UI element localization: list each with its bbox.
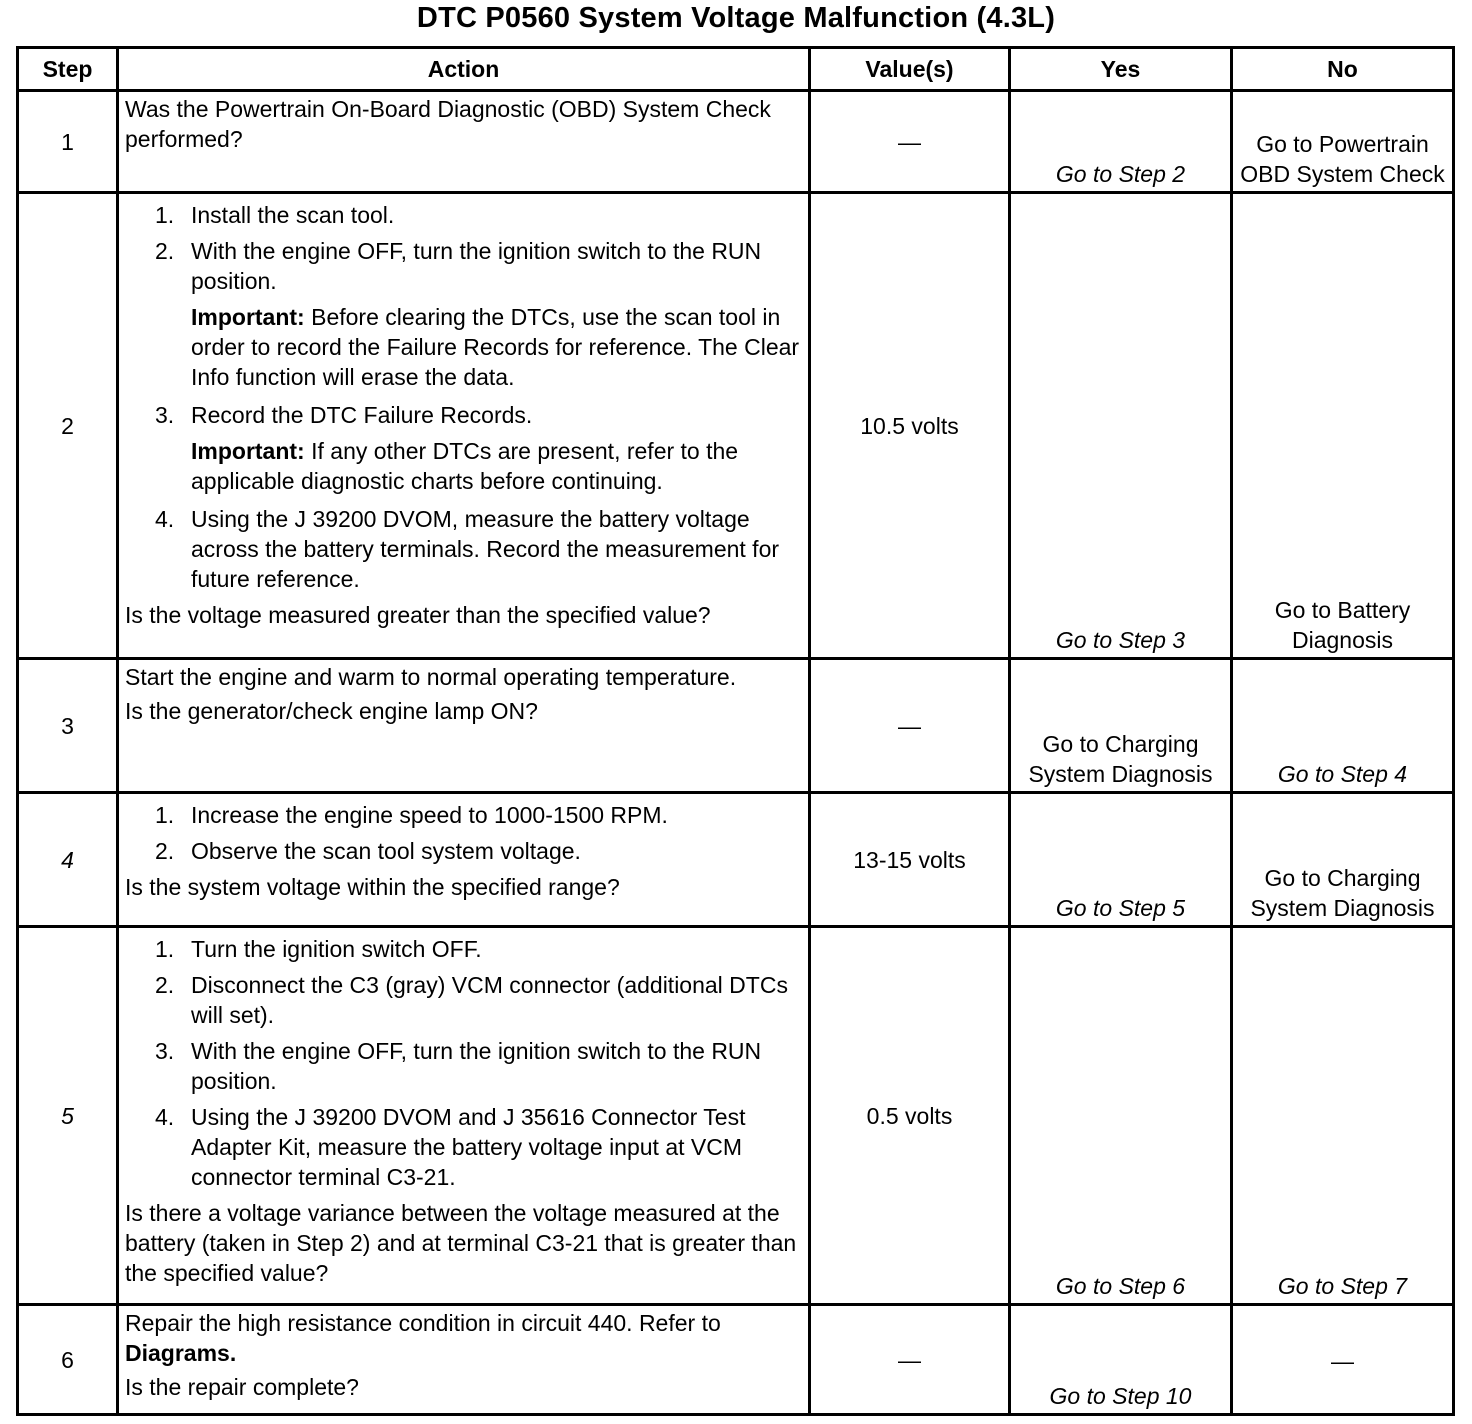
header-yes: Yes xyxy=(1010,48,1232,91)
step-number: 1 xyxy=(18,91,118,193)
list-item: 1. Turn the ignition switch OFF. xyxy=(155,936,482,962)
step-number: 5 xyxy=(18,927,118,1305)
no-cell xyxy=(1232,659,1454,793)
goto-link[interactable]: Go to Step 10 xyxy=(1049,1383,1192,1409)
goto-link[interactable]: Go to Step 4 xyxy=(1277,761,1408,787)
action-cell xyxy=(118,193,810,659)
no-cell xyxy=(1232,793,1454,927)
header-no: No xyxy=(1232,48,1454,91)
goto-link[interactable]: Go to Step 3 xyxy=(1055,627,1186,653)
action-cell xyxy=(118,793,810,927)
yes-cell xyxy=(1010,91,1232,193)
page-title: DTC P0560 System Voltage Malfunction (4.3L) xyxy=(416,2,1056,34)
step-number: 2 xyxy=(18,193,118,659)
important-note: Important: Before clearing the DTCs, use the scan tool in order to record the Failure Records for reference. The Clear Info function will erase the data. xyxy=(191,304,800,390)
header-row xyxy=(18,48,1454,91)
list-item: 2. With the engine OFF, turn the ignition switch to the RUN position. xyxy=(155,238,762,294)
instruction-list xyxy=(125,934,804,1192)
diagnostic-table xyxy=(16,46,1455,1416)
value-cell: 13-15 volts xyxy=(810,793,1010,927)
yes-cell xyxy=(1010,193,1232,659)
no-cell xyxy=(1232,91,1454,193)
value-cell: 10.5 volts xyxy=(810,193,1010,659)
list-item: 2. Observe the scan tool system voltage. xyxy=(155,838,581,864)
action-question: Is the voltage measured greater than the specified value? xyxy=(125,602,711,628)
header-step: Step xyxy=(18,48,118,91)
action-cell xyxy=(118,1305,810,1415)
goto-link[interactable]: Go to Powertrain OBD System Check xyxy=(1240,131,1445,187)
instruction-list xyxy=(125,200,804,296)
step-number: 3 xyxy=(18,659,118,793)
list-item: 1. Increase the engine speed to 1000-1500 RPM. xyxy=(155,802,668,828)
no-cell: — xyxy=(1232,1305,1454,1415)
header-values: Value(s) xyxy=(810,48,1010,91)
no-cell xyxy=(1232,193,1454,659)
list-item: 2. Disconnect the C3 (gray) VCM connector (additional DTCs will set). xyxy=(155,972,788,1028)
list-item: 4. Using the J 39200 DVOM and J 35616 Connector Test Adapter Kit, measure the battery voltage input at VCM connector terminal C3-21. xyxy=(155,1104,746,1190)
action-question: Was the Powertrain On-Board Diagnostic (OBD) System Check performed? xyxy=(125,96,771,152)
value-cell: — xyxy=(810,1305,1010,1415)
yes-cell xyxy=(1010,659,1232,793)
action-question: Is there a voltage variance between the voltage measured at the battery (taken in Step 2) and at terminal C3-21 that is greater than the specified value? xyxy=(125,1200,797,1286)
step-number: 4 xyxy=(18,793,118,927)
list-item: 3. With the engine OFF, turn the ignition switch to the RUN position. xyxy=(155,1038,762,1094)
action-question: Is the system voltage within the specified range? xyxy=(125,874,620,900)
action-cell xyxy=(118,927,810,1305)
action-cell xyxy=(118,91,810,193)
instruction-list xyxy=(125,504,804,594)
goto-link[interactable]: Go to Step 2 xyxy=(1055,161,1186,187)
table-row xyxy=(18,659,1454,793)
action-text: Start the engine and warm to normal operating temperature. xyxy=(125,664,737,690)
yes-cell xyxy=(1010,793,1232,927)
action-question: Is the repair complete? xyxy=(125,1374,359,1400)
value-cell: — xyxy=(810,91,1010,193)
action-text: Repair the high resistance condition in circuit 440. Refer to Diagrams. xyxy=(125,1310,721,1366)
goto-link[interactable]: Go to Step 6 xyxy=(1055,1273,1186,1299)
goto-link[interactable]: Go to Step 7 xyxy=(1277,1273,1408,1299)
goto-link[interactable]: Go to Charging System Diagnosis xyxy=(1250,865,1435,921)
table-row xyxy=(18,927,1454,1305)
yes-cell xyxy=(1010,1305,1232,1415)
table-row xyxy=(18,91,1454,193)
list-item: 1. Install the scan tool. xyxy=(155,202,395,228)
important-note: Important: If any other DTCs are present, refer to the applicable diagnostic charts before continuing. xyxy=(191,438,739,494)
diagrams-reference[interactable]: Diagrams. xyxy=(125,1340,237,1366)
step-number: 6 xyxy=(18,1305,118,1415)
yes-cell xyxy=(1010,927,1232,1305)
header-action: Action xyxy=(118,48,810,91)
list-item: 4. Using the J 39200 DVOM, measure the battery voltage across the battery terminals. Record the measurement for future reference. xyxy=(155,506,780,592)
instruction-list xyxy=(125,800,804,866)
action-question: Is the generator/check engine lamp ON? xyxy=(125,698,538,724)
goto-link[interactable]: Go to Step 5 xyxy=(1055,895,1186,921)
table-row xyxy=(18,193,1454,659)
value-cell: 0.5 volts xyxy=(810,927,1010,1305)
instruction-list xyxy=(125,400,804,430)
goto-link[interactable]: Go to Charging System Diagnosis xyxy=(1028,731,1213,787)
value-cell: — xyxy=(810,659,1010,793)
table-row xyxy=(18,1305,1454,1415)
action-cell xyxy=(118,659,810,793)
table-row xyxy=(18,793,1454,927)
no-cell xyxy=(1232,927,1454,1305)
goto-link[interactable]: Go to Battery Diagnosis xyxy=(1274,597,1411,653)
list-item: 3. Record the DTC Failure Records. xyxy=(155,402,533,428)
